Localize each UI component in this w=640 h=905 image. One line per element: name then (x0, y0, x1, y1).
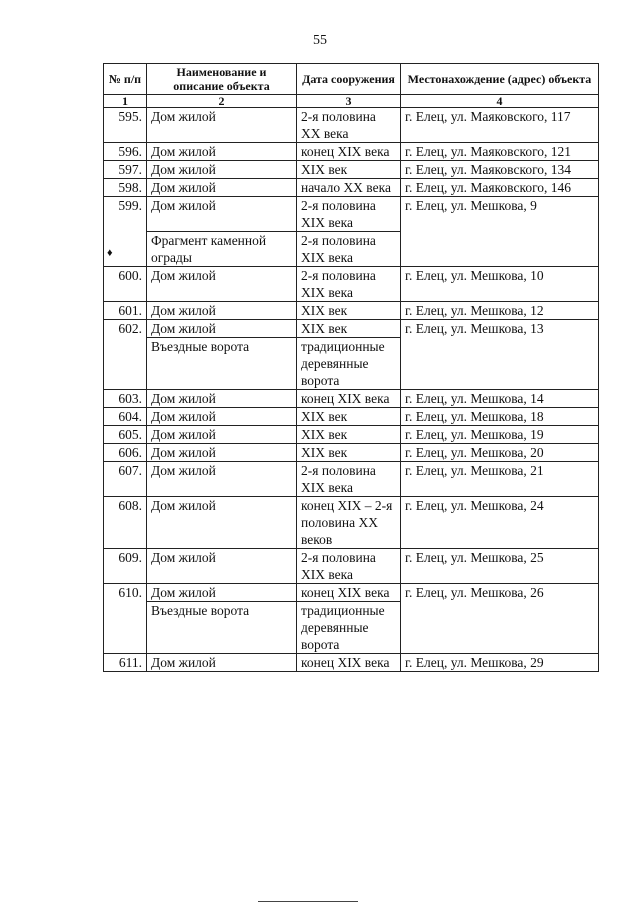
index-cell: 2 (147, 95, 297, 108)
object-name: Дом жилой (147, 108, 297, 143)
table-row (104, 549, 599, 584)
table-row (104, 497, 599, 549)
object-name: Дом жилой (147, 143, 297, 161)
table-row (104, 302, 599, 320)
index-cell: 4 (401, 95, 599, 108)
header-address: Местонахождение (адрес) объекта (401, 64, 599, 95)
row-number: 599. (104, 197, 147, 267)
scan-mark: ♦ (107, 247, 113, 259)
row-number: 601. (104, 302, 147, 320)
row-number: 605. (104, 426, 147, 444)
construction-date: XIX век (297, 320, 401, 338)
object-name: Дом жилой (147, 197, 297, 232)
object-address: г. Елец, ул. Мешкова, 19 (401, 426, 599, 444)
object-address: г. Елец, ул. Маяковского, 117 (401, 108, 599, 143)
table-row (104, 108, 599, 143)
object-address: г. Елец, ул. Маяковского, 134 (401, 161, 599, 179)
object-name: Дом жилой (147, 497, 297, 549)
object-address: г. Елец, ул. Мешкова, 12 (401, 302, 599, 320)
table-row (104, 320, 599, 338)
construction-date: конец XIX – 2-я половина XX веков (297, 497, 401, 549)
construction-date: начало XX века (297, 179, 401, 197)
object-address: г. Елец, ул. Мешкова, 26 (401, 584, 599, 654)
table-row (104, 179, 599, 197)
object-address: г. Елец, ул. Мешкова, 29 (401, 654, 599, 672)
construction-date: традиционные деревянные ворота (297, 602, 401, 654)
construction-date: XIX век (297, 408, 401, 426)
object-address: г. Елец, ул. Маяковского, 146 (401, 179, 599, 197)
index-cell: 1 (104, 95, 147, 108)
object-name: Дом жилой (147, 408, 297, 426)
row-number: 597. (104, 161, 147, 179)
row-number: 596. (104, 143, 147, 161)
heritage-registry-table (103, 63, 599, 672)
table-header (104, 64, 599, 108)
object-name: Дом жилой (147, 462, 297, 497)
object-address: г. Елец, ул. Мешкова, 20 (401, 444, 599, 462)
object-name: Дом жилой (147, 320, 297, 338)
construction-date: XIX век (297, 444, 401, 462)
construction-date: 2-я половина XIX века (297, 232, 401, 267)
object-address: г. Елец, ул. Мешкова, 9 (401, 197, 599, 267)
construction-date: 2-я половина XIX века (297, 549, 401, 584)
construction-date: конец XIX века (297, 143, 401, 161)
row-number: 608. (104, 497, 147, 549)
construction-date: традиционные деревянные ворота (297, 338, 401, 390)
object-name: Дом жилой (147, 161, 297, 179)
table-row (104, 654, 599, 672)
object-address: г. Елец, ул. Мешкова, 10 (401, 267, 599, 302)
construction-date: XIX век (297, 426, 401, 444)
row-number: 610. (104, 584, 147, 654)
row-number: 611. (104, 654, 147, 672)
row-number: 595. (104, 108, 147, 143)
table-row (104, 143, 599, 161)
header-date: Дата сооружения (297, 64, 401, 95)
construction-date: конец XIX века (297, 584, 401, 602)
construction-date: конец XIX века (297, 390, 401, 408)
object-name: Дом жилой (147, 584, 297, 602)
object-name: Въездные ворота (147, 338, 297, 390)
table-row (104, 426, 599, 444)
object-address: г. Елец, ул. Мешкова, 14 (401, 390, 599, 408)
object-name: Дом жилой (147, 654, 297, 672)
table-row (104, 390, 599, 408)
object-address: г. Елец, ул. Мешкова, 18 (401, 408, 599, 426)
object-name: Дом жилой (147, 179, 297, 197)
object-name: Дом жилой (147, 549, 297, 584)
page-bottom-rule (258, 901, 358, 902)
construction-date: 2-я половина XIX века (297, 267, 401, 302)
table-row (104, 408, 599, 426)
table-row (104, 584, 599, 602)
object-address: г. Елец, ул. Мешкова, 13 (401, 320, 599, 390)
construction-date: конец XIX века (297, 654, 401, 672)
row-number: 607. (104, 462, 147, 497)
object-name: Дом жилой (147, 267, 297, 302)
page-number: 55 (313, 33, 327, 48)
object-name: Дом жилой (147, 426, 297, 444)
construction-date: 2-я половина XIX века (297, 197, 401, 232)
table-row (104, 197, 599, 232)
object-name: Въездные ворота (147, 602, 297, 654)
table-body (104, 108, 599, 672)
row-number: 602. (104, 320, 147, 390)
row-number: 603. (104, 390, 147, 408)
table-row (104, 462, 599, 497)
construction-date: 2-я половина XIX века (297, 462, 401, 497)
object-address: г. Елец, ул. Мешкова, 25 (401, 549, 599, 584)
table-row (104, 161, 599, 179)
header-name: Наименование и описание объекта (147, 64, 297, 95)
table-row (104, 444, 599, 462)
object-address: г. Елец, ул. Мешкова, 24 (401, 497, 599, 549)
object-name: Дом жилой (147, 390, 297, 408)
object-name: Фрагмент каменной ограды (147, 232, 297, 267)
construction-date: 2-я половина XX века (297, 108, 401, 143)
row-number: 604. (104, 408, 147, 426)
object-address: г. Елец, ул. Маяковского, 121 (401, 143, 599, 161)
object-address: г. Елец, ул. Мешкова, 21 (401, 462, 599, 497)
header-number: № п/п (104, 64, 147, 95)
index-cell: 3 (297, 95, 401, 108)
object-name: Дом жилой (147, 444, 297, 462)
table-row (104, 267, 599, 302)
row-number: 606. (104, 444, 147, 462)
row-number: 609. (104, 549, 147, 584)
row-number: 598. (104, 179, 147, 197)
object-name: Дом жилой (147, 302, 297, 320)
row-number: 600. (104, 267, 147, 302)
construction-date: XIX век (297, 302, 401, 320)
construction-date: XIX век (297, 161, 401, 179)
